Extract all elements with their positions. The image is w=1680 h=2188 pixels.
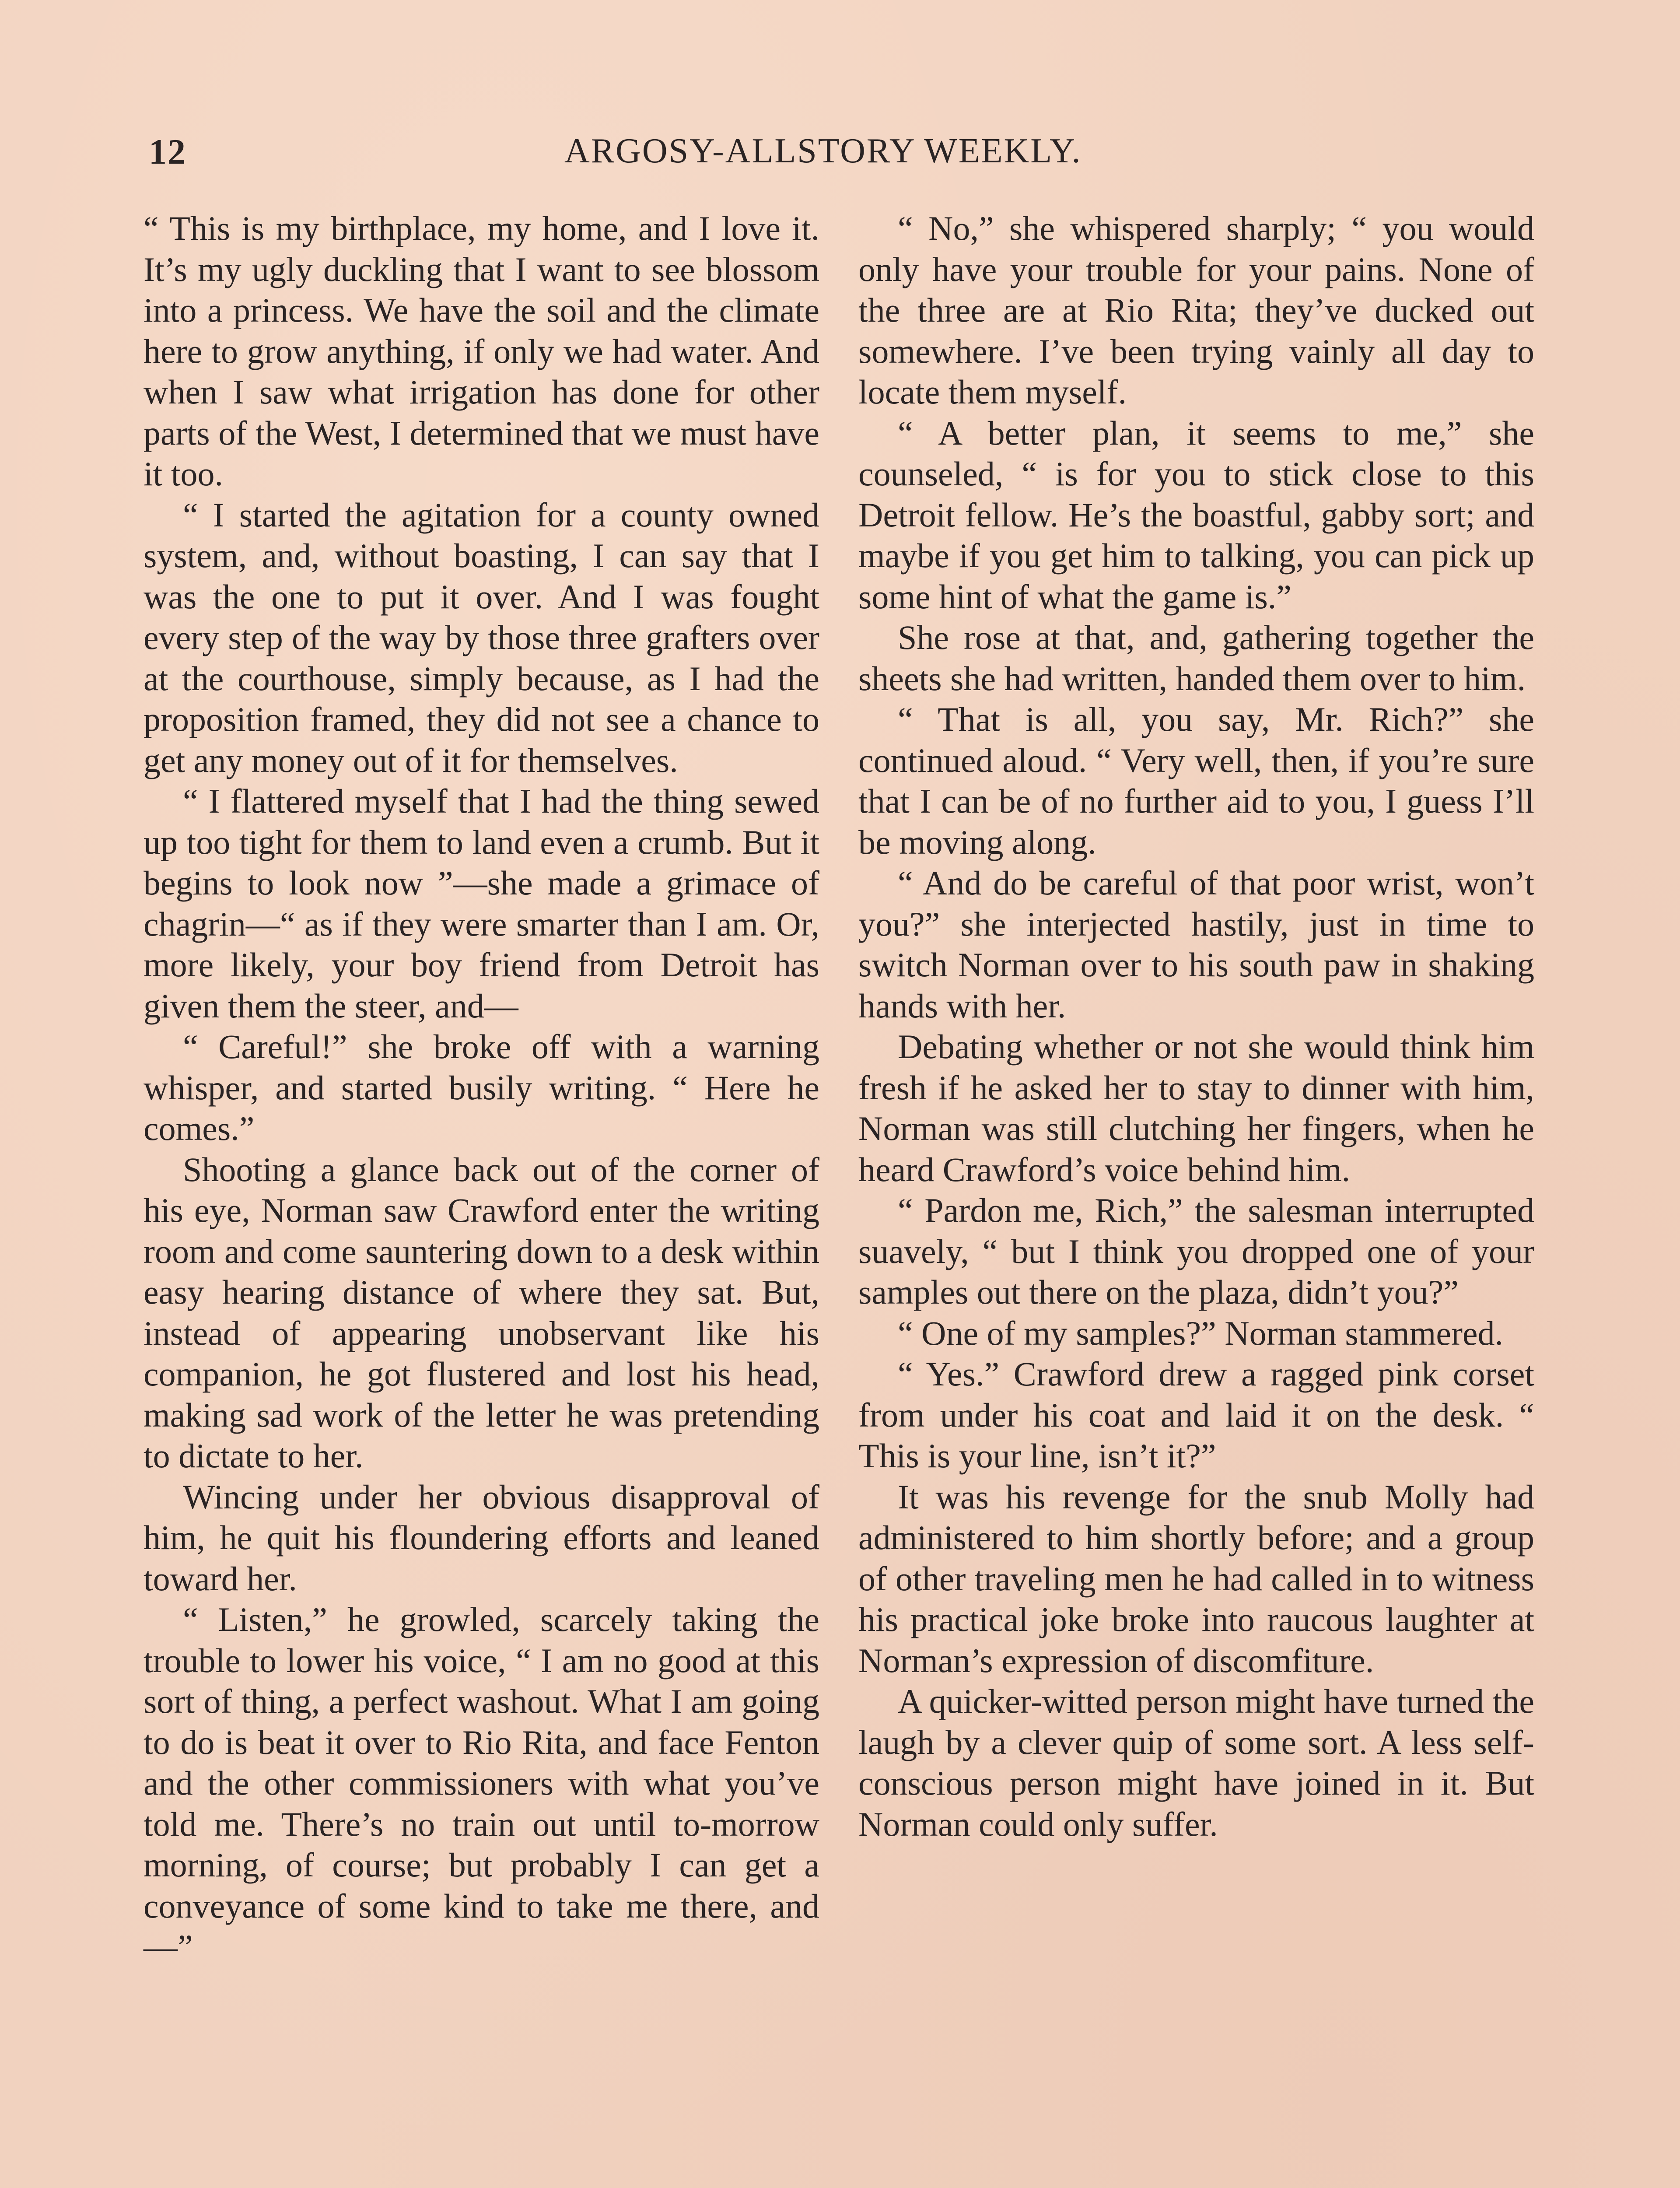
page-number: 12 [149,132,186,172]
paragraph: “ Careful!” she broke off with a warning whisper, and started busily writing. “ Here he comes.” [144,1027,819,1147]
paragraph: “ A better plan, it seems to me,” she counseled, “ is for you to stick close to this Detroit fellow. He’s the boastful, gabby sort; and maybe if you get him to talking, you can pick up some hint of what the game is.” [858,414,1534,616]
paragraph: “ Yes.” Crawford drew a ragged pink corset from under his coat and laid it on the desk. “ This is your line, isn’t it?” [858,1355,1534,1475]
paragraph: “ This is my birthplace, my home, and I love it. It’s my ugly duckling that I want to see blossom into a princess. We have the soil and the climate here to grow anything, if only we had water. And when I saw what irrigation has done for other parts of the West, I determined that we must have it too. [144,209,819,493]
paragraph: “ And do be careful of that poor wrist, won’t you?” she interjected hastily, just in time to switch Norman over to his south paw in shaking hands with her. [858,864,1534,1025]
page-header [149,131,1544,184]
paragraph: Shooting a glance back out of the corner of his eye, Norman saw Crawford enter the writing room and come sauntering down to a desk within easy hearing distance of where they sat. But, instead of appearing unobservant like his companion, he got flustered and lost his head, making sad work of the letter he was pretending to dictate to her. [144,1150,819,1475]
left-column [144,208,819,1967]
right-column [858,208,1534,1844]
running-title: ARGOSY-ALLSTORY WEEKLY. [564,132,1082,170]
paragraph: A quicker-witted person might have turned the laugh by a clever quip of some sort. A less self-conscious person might have joined in it. But Norman could only suffer. [858,1682,1534,1843]
paragraph: Debating whether or not she would think him fresh if he asked her to stay to dinner with him, Norman was still clutching her fingers, when he heard Crawford’s voice behind him. [858,1027,1534,1189]
paragraph: “ Listen,” he growled, scarcely taking the trouble to lower his voice, “ I am no good at this sort of thing, a perfect washout. What I am going to do is beat it over to Rio Rita, and face Fenton and the other commissioners with what you’ve told me. There’s no train out until to-morrow morning, of course; but probably I can get a conveyance of some kind to take me there, and—” [144,1600,819,1966]
paragraph: “ I started the agitation for a county owned system, and, without boasting, I can say that I was the one to put it over. And I was fought every step of the way by those three grafters over at the courthouse, simply because, as I had the proposition framed, they did not see a chance to get any money out of it for themselves. [144,495,819,779]
paragraph: It was his revenge for the snub Molly had administered to him shortly before; and a group of other traveling men he had called in to witness his practical joke broke into raucous laughter at Norman’s expression of discomfiture. [858,1477,1534,1680]
paragraph: “ One of my samples?” Norman stammered. [898,1314,1504,1352]
paragraph: “ Pardon me, Rich,” the salesman interrupted suavely, “ but I think you dropped one of your samples out there on the plaza, didn’t you?” [858,1191,1534,1311]
paragraph: She rose at that, and, gathering together the sheets she had written, handed them over to him. [858,618,1534,698]
paragraph: “ No,” she whispered sharply; “ you would only have your trouble for your pains. None of the three are at Rio Rita; they’ve ducked out somewhere. I’ve been trying vainly all day to locate them myself. [858,209,1534,411]
paragraph: Wincing under her obvious disapproval of him, he quit his floundering efforts and leaned toward her. [144,1477,819,1598]
paragraph: “ That is all, you say, Mr. Rich?” she continued aloud. “ Very well, then, if you’re sure that I can be of no further aid to you, I guess I’ll be moving along. [858,700,1534,861]
paragraph: “ I flattered myself that I had the thing sewed up too tight for them to land even a crumb. But it begins to look now ”—she made a grimace of chagrin—“ as if they were smarter than I am. Or, more likely, your boy friend from Detroit has given them the steer, and— [144,782,819,1025]
